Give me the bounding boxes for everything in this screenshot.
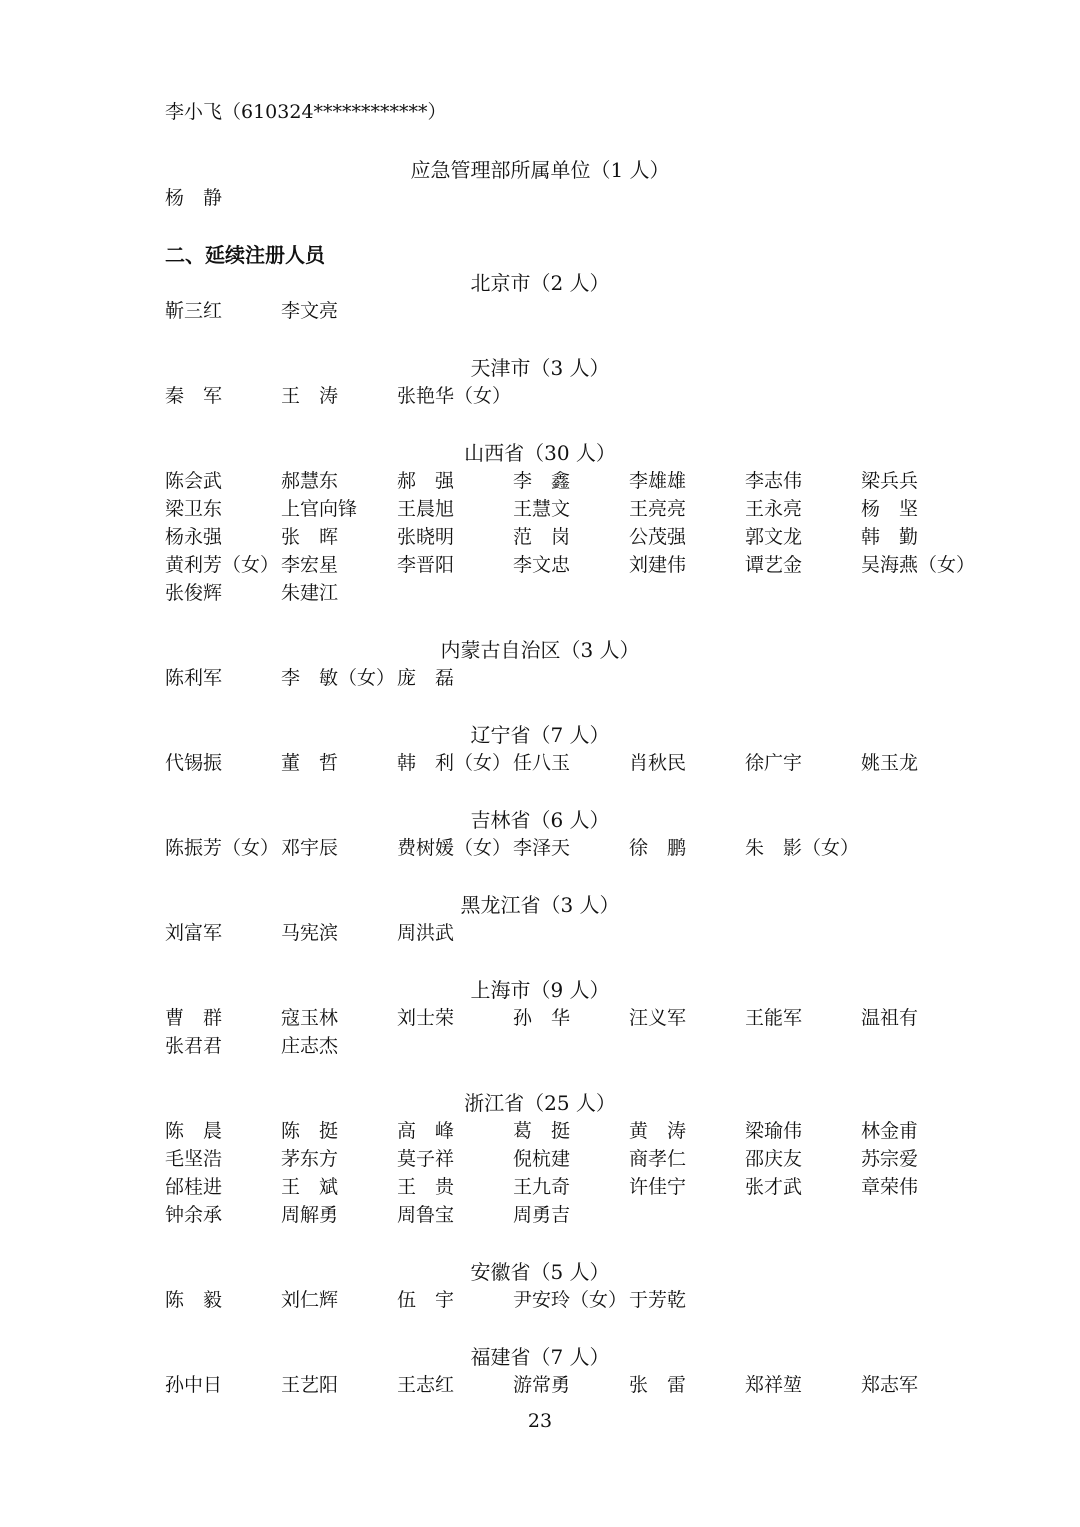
region-heading: 辽宁省（7 人）	[470, 723, 610, 747]
person-name: 张俊辉	[165, 582, 223, 604]
person-name: 寇玉林	[281, 1007, 339, 1029]
page-number: 23	[527, 1410, 553, 1432]
person-name: 朱 影（女）	[745, 837, 860, 859]
name-row	[165, 298, 985, 324]
person-name: 徐广宇	[745, 752, 803, 774]
name-row	[165, 1287, 985, 1313]
person-name: 钟余承	[165, 1204, 223, 1226]
person-name: 孙中日	[165, 1374, 223, 1396]
region-heading: 浙江省（25 人）	[464, 1091, 616, 1115]
person-name: 李文忠	[513, 554, 571, 576]
person-name: 林金甫	[861, 1120, 919, 1142]
person-name: 范 岗	[513, 526, 571, 548]
person-name: 杨永强	[165, 526, 223, 548]
person-name: 周解勇	[281, 1204, 339, 1226]
person-name: 梁卫东	[165, 498, 223, 520]
person-name: 任八玉	[513, 752, 571, 774]
name-row	[165, 383, 985, 409]
person-name: 温祖有	[861, 1007, 919, 1029]
person-name: 张才武	[745, 1176, 803, 1198]
person-name: 苏宗爱	[861, 1148, 919, 1170]
person-name: 倪杭建	[513, 1148, 571, 1170]
person-name: 周洪武	[397, 922, 455, 944]
person-name: 秦 军	[165, 385, 223, 407]
person-name: 肖秋民	[629, 752, 687, 774]
person-name: 章荣伟	[861, 1176, 919, 1198]
person-name: 刘建伟	[629, 554, 687, 576]
person-name: 游常勇	[513, 1374, 571, 1396]
name-row	[165, 1202, 985, 1228]
person-name: 周鲁宝	[397, 1204, 455, 1226]
person-name: 马宪滨	[281, 922, 339, 944]
person-name: 莫子祥	[397, 1148, 455, 1170]
person-name: 王亮亮	[629, 498, 687, 520]
top-line: 李小飞（610324************）	[165, 101, 447, 123]
name-row	[165, 1033, 985, 1059]
person-name: 庞 磊	[397, 667, 455, 689]
person-name: 周勇吉	[513, 1204, 571, 1226]
region-heading: 山西省（30 人）	[464, 441, 616, 465]
person-name: 许佳宁	[629, 1176, 687, 1198]
person-name: 庄志杰	[281, 1035, 339, 1057]
name-row	[165, 1146, 985, 1172]
person-name: 高 峰	[397, 1120, 455, 1142]
person-name: 李志伟	[745, 470, 803, 492]
person-name: 王 涛	[281, 385, 339, 407]
region-heading: 上海市（9 人）	[470, 978, 610, 1002]
region-heading: 安徽省（5 人）	[470, 1260, 610, 1284]
person-name: 张艳华（女）	[397, 385, 512, 407]
person-name: 李雄雄	[629, 470, 687, 492]
person-name: 张 晖	[281, 526, 339, 548]
person-name: 张晓明	[397, 526, 455, 548]
person-name: 姚玉龙	[861, 752, 919, 774]
person-name: 邰桂进	[165, 1176, 223, 1198]
person-name: 商孝仁	[629, 1148, 687, 1170]
person-name: 梁瑜伟	[745, 1120, 803, 1142]
emergency-heading: 应急管理部所属单位（1 人）	[410, 158, 670, 182]
person-name: 王 贵	[397, 1176, 455, 1198]
region-heading: 天津市（3 人）	[470, 356, 610, 380]
person-name: 李宏星	[281, 554, 339, 576]
region-heading: 内蒙古自治区（3 人）	[440, 638, 640, 662]
person-name: 王永亮	[745, 498, 803, 520]
person-name: 郑志军	[861, 1374, 919, 1396]
person-name: 郑祥堃	[745, 1374, 803, 1396]
region-heading: 福建省（7 人）	[470, 1345, 610, 1369]
person-name: 郝 强	[397, 470, 455, 492]
person-name: 王志红	[397, 1374, 455, 1396]
person-name: 汪义军	[629, 1007, 687, 1029]
region-heading: 黑龙江省（3 人）	[460, 893, 620, 917]
person-name: 李 鑫	[513, 470, 571, 492]
person-name: 黄 涛	[629, 1120, 687, 1142]
person-name: 徐 鹏	[629, 837, 687, 859]
person-name: 曹 群	[165, 1007, 223, 1029]
person-name: 张 雷	[629, 1374, 687, 1396]
person-name: 李文亮	[281, 300, 339, 322]
name-row	[165, 1372, 985, 1398]
name-row	[165, 524, 985, 550]
person-name: 尹安玲（女）	[513, 1289, 628, 1311]
person-name: 刘士荣	[397, 1007, 455, 1029]
person-name: 王九奇	[513, 1176, 571, 1198]
person-name: 李泽天	[513, 837, 571, 859]
person-name: 陈利军	[165, 667, 223, 689]
person-name: 王艺阳	[281, 1374, 339, 1396]
name-row	[165, 920, 985, 946]
name-row	[165, 665, 985, 691]
person-name: 陈 晨	[165, 1120, 223, 1142]
name-row	[165, 552, 985, 578]
person-name: 梁兵兵	[861, 470, 919, 492]
person-name: 孙 华	[513, 1007, 571, 1029]
person-name: 邓宇辰	[281, 837, 339, 859]
name-row	[165, 1005, 985, 1031]
person-name: 吴海燕（女）	[861, 554, 976, 576]
person-name: 黄利芳（女）	[165, 554, 280, 576]
person-name: 陈 挺	[281, 1120, 339, 1142]
person-name: 葛 挺	[513, 1120, 571, 1142]
name-row	[165, 468, 985, 494]
name-row	[165, 580, 985, 606]
person-name: 伍 宇	[397, 1289, 455, 1311]
region-heading: 北京市（2 人）	[470, 271, 610, 295]
name-row	[165, 835, 985, 861]
person-name: 朱建江	[281, 582, 339, 604]
name-row	[165, 1174, 985, 1200]
person-name: 张君君	[165, 1035, 223, 1057]
person-name: 谭艺金	[745, 554, 803, 576]
person-name: 刘仁辉	[281, 1289, 339, 1311]
person-name: 韩 勤	[861, 526, 919, 548]
person-name: 陈 毅	[165, 1289, 223, 1311]
person-name: 王晨旭	[397, 498, 455, 520]
person-name: 王能军	[745, 1007, 803, 1029]
person-name: 李 敏（女）	[281, 667, 396, 689]
person-name: 李晋阳	[397, 554, 455, 576]
name-row	[165, 1118, 985, 1144]
person-name: 杨 坚	[861, 498, 919, 520]
name-row	[165, 496, 985, 522]
person-name: 费树媛（女）	[397, 837, 512, 859]
person-name: 邵庆友	[745, 1148, 803, 1170]
person-name: 上官向锋	[281, 498, 358, 520]
person-name: 刘富军	[165, 922, 223, 944]
person-name: 毛坚浩	[165, 1148, 223, 1170]
person-name: 董 哲	[281, 752, 339, 774]
emergency-names-row	[165, 185, 985, 211]
name-row	[165, 750, 985, 776]
person-name: 陈振芳（女）	[165, 837, 280, 859]
region-heading: 吉林省（6 人）	[470, 808, 610, 832]
person-name: 公茂强	[629, 526, 687, 548]
person-name: 代锡振	[165, 752, 223, 774]
person-name: 郝慧东	[281, 470, 339, 492]
person-name: 于芳乾	[629, 1289, 687, 1311]
section-title: 二、延续注册人员	[165, 243, 325, 267]
person-name: 茅东方	[281, 1148, 339, 1170]
person-name: 王慧文	[513, 498, 571, 520]
person-name: 杨 静	[165, 187, 223, 209]
person-name: 王 斌	[281, 1176, 339, 1198]
person-name: 陈会武	[165, 470, 223, 492]
person-name: 韩 利（女）	[397, 752, 512, 774]
person-name: 靳三红	[165, 300, 223, 322]
person-name: 郭文龙	[745, 526, 803, 548]
